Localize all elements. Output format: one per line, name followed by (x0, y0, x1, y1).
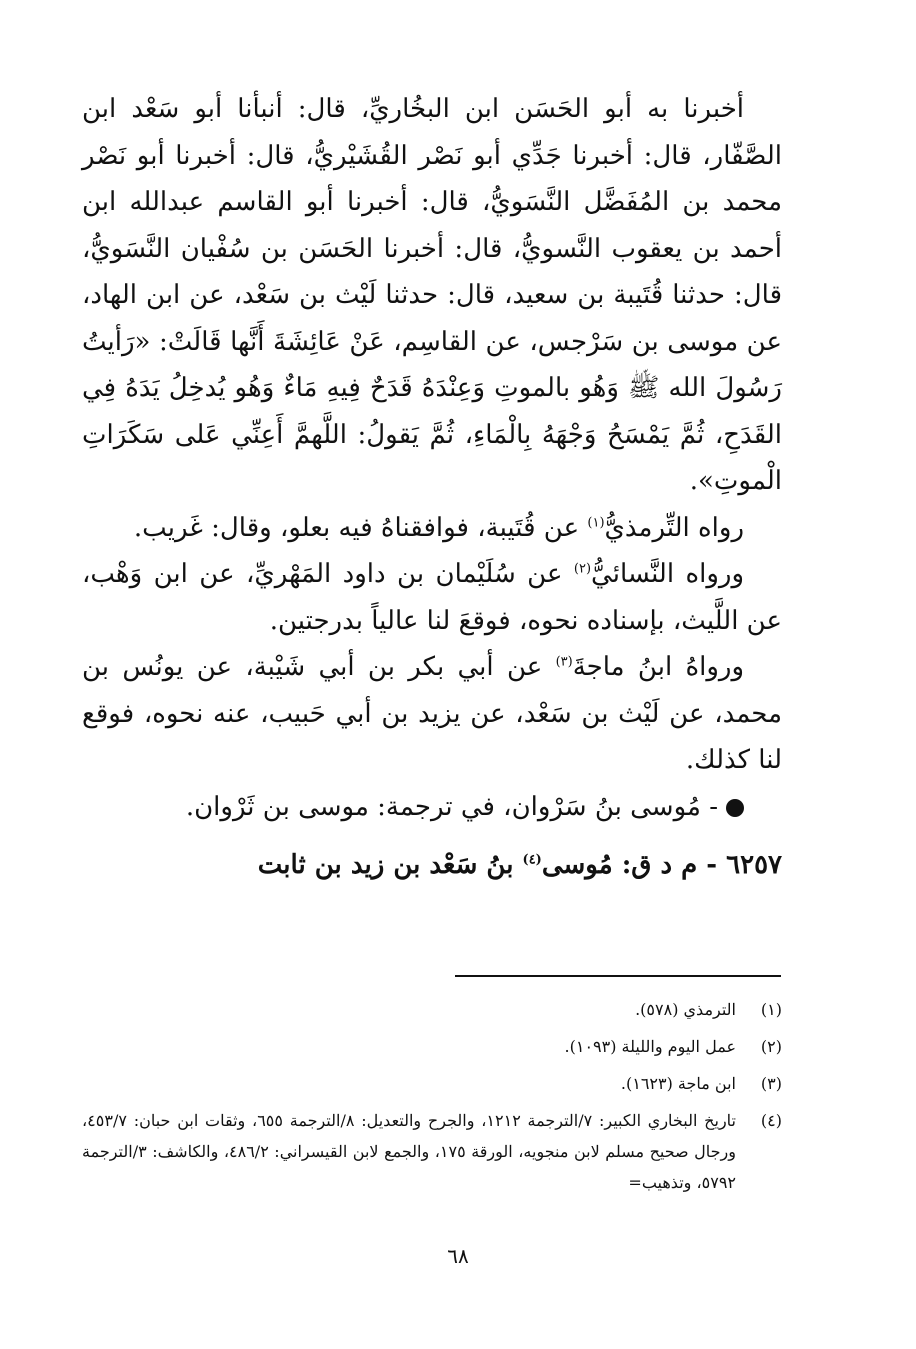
footnote-text: تاريخ البخاري الكبير: ٧/الترجمة ١٢١٢، والجرح والتعديل: ٨/الترجمة ٦٥٥، وثقات ابن حبان: ٤٥٣/٧، ورجال صحيح مسلم لابن منجويه، الورقة ١٧٥، والجمع لابن القيسراني: ٤٨٦/٢، والكاشف: ٣/الترجمة ٥٧٩٢، وتذهيب= (82, 1111, 737, 1192)
text-segment: ورواه النَّسائيُّ (591, 559, 744, 589)
bullet-icon (726, 799, 744, 817)
footnote-number: (١) (760, 1000, 782, 1019)
footnote-number: (٢) (760, 1037, 782, 1056)
paragraph-isnad: أخبرنا به أبو الحَسَن ابن البخُاريِّ، قال: أنبأنا أبو سَعْد ابن الصَّفّار، قال: أخبرنا جَدِّي أبو نَصْر القُشَيْريُّ، قال: أخبرنا أبو نَصْر محمد بن المُفَضَّل النَّسَويُّ، قال: أخبرنا أبو القاسم عبدالله ابن أحمد بن يعقوب النَّسويُّ، قال: أخبرنا الحَسَن بن سُفْيان النَّسَويُّ، قال: حدثنا قُتَيبة بن سعيد، قال: حدثنا لَيْث بن سَعْد، عن ابن الهاد، عن موسى بن سَرْجس، عن القاسِم، عَنْ عَائِشَةَ أَنَّها قَالَتْ: «رَأيتُ رَسُولَ الله ﷺ وَهُو بالموتِ وَعِنْدَهُ قَدَحٌ فِيهِ مَاءٌ وَهُو يُدخِلُ يَدَهُ فِي القَدَحِ، ثُمَّ يَمْسَحُ وَجْهَهُ بِالْمَاءِ، ثُمَّ يَقولُ: اللَّهمَّ أَعِنِّي عَلى سَكَرَاتِ الْموتِ». (82, 94, 782, 496)
page-number: ٦٨ (447, 1244, 469, 1268)
footnote-3 (82, 1068, 782, 1099)
footnote-number: (٤) (760, 1111, 782, 1130)
footnote-number: (٣) (760, 1074, 782, 1093)
footnote-ref-3[interactable]: (٣) (555, 654, 573, 670)
paragraph-cross-reference (82, 784, 782, 831)
footnote-ref-2[interactable]: (٢) (573, 561, 592, 577)
text-segment: بنُ سَعْد بن زيد بن ثابت (257, 850, 523, 880)
footnote-text: الترمذي (٥٧٨). (635, 1000, 736, 1019)
footnote-ref-1[interactable]: (١) (587, 514, 605, 530)
paragraph-tirmidhi (82, 505, 782, 552)
text-segment: رواه التِّرمذيُّ (604, 512, 744, 543)
text-segment: - مُوسى بنُ سَرْوان، في ترجمة: موسى بن ثَرْوان. (185, 791, 718, 822)
text-segment: عن أبي بكر بن أبي شَيْبة، عن يونُس بن محمد، عن لَيْث بن سَعْد، عن يزيد بن أبي حَبيب، عنه نحوه، فوقع لنا كذلك. (82, 652, 782, 775)
entry-number: ٦٢٥٧ (726, 850, 782, 880)
paragraph-nasai (82, 551, 782, 644)
text-segment: ورواهُ ابنُ ماجةَ (572, 652, 744, 682)
footnote-ref-4[interactable]: (٤) (522, 852, 542, 868)
paragraph-ibn-majah (82, 644, 782, 784)
footnote-1 (82, 994, 782, 1025)
entry-heading (82, 842, 782, 889)
main-text (82, 86, 782, 889)
footnote-4 (82, 1105, 782, 1198)
text-segment: عن قُتَيبة، فوافقناهُ فيه بعلو، وقال: غَريب. (133, 512, 588, 543)
text-segment: - م د ق: مُوسى (541, 850, 727, 880)
footnote-divider (455, 975, 781, 977)
footnote-text: ابن ماجة (١٦٢٣). (620, 1074, 736, 1093)
footnote-text: عمل اليوم والليلة (١٠٩٣). (564, 1037, 736, 1056)
footnote-2 (82, 1031, 782, 1062)
footnotes (82, 994, 782, 1204)
text-segment: عن سُلَيْمان بن داود المَهْريِّ، عن ابن وَهْب، عن اللَّيث، بإسناده نحوه، فوقعَ لنا عالياً بدرجتين. (82, 559, 782, 636)
